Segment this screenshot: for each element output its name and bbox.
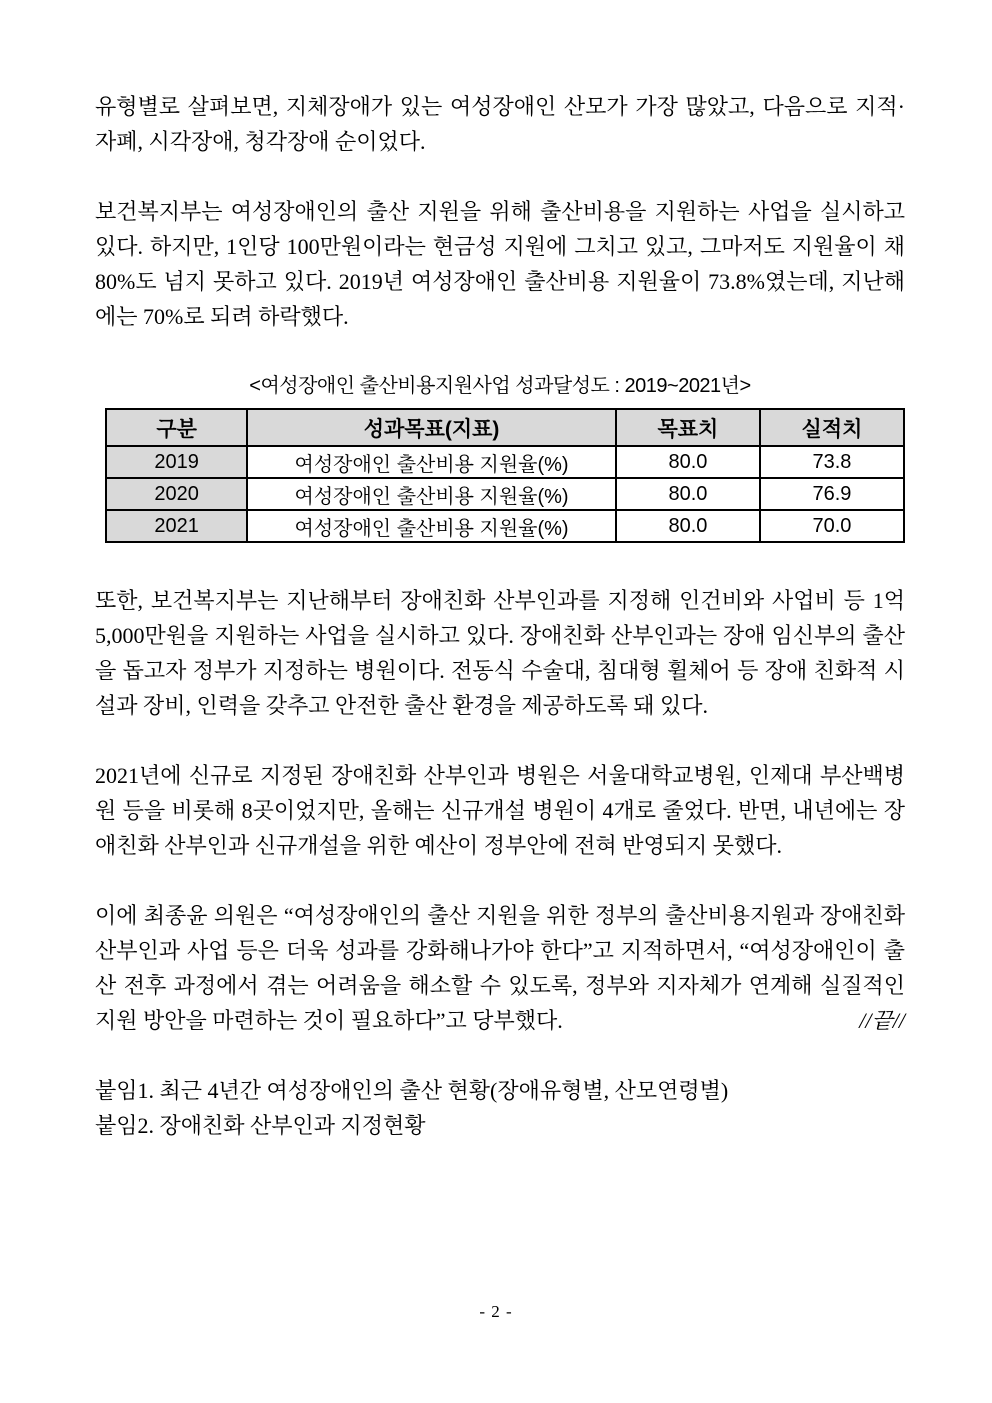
table-header-row xyxy=(106,409,904,446)
table-caption: <여성장애인 출산비용지원사업 성과달성도 : 2019~2021년> xyxy=(249,375,751,397)
cell-year-2021: 2021 xyxy=(106,510,247,542)
cell-target-2020: 80.0 xyxy=(616,478,760,510)
cell-year-2019: 2019 xyxy=(106,446,247,478)
column-header-category: 구분 xyxy=(106,409,247,446)
cell-year-2020: 2020 xyxy=(106,478,247,510)
cell-indicator-2019: 여성장애인 출산비용 지원율(%) xyxy=(247,446,616,478)
paragraph-friendly-clinic-program: 또한, 보건복지부는 지난해부터 장애친화 산부인과를 지정해 인건비와 사업비 등 1억 5,000만원을 지원하는 사업을 실시하고 있다. 장애친화 산부인과는 장애 임신부의 출산을 돕고자 정부가 지정하는 병원이다. 전동식 수술대, 침대형 휠체어 등 장애 친화적 시설과 장비, 인력을 갖추고 안전한 출산 환경을 제공하도록 돼 있다. xyxy=(95,588,905,718)
cell-actual-2021: 70.0 xyxy=(760,510,904,542)
end-marker: //끝// xyxy=(859,1008,905,1033)
paragraph-designated-hospitals: 2021년에 신규로 지정된 장애친화 산부인과 병원은 서울대학교병원, 인제대 부산백병원 등을 비롯해 8곳이었지만, 올해는 신규개설 병원이 4개로 줄었다. 반면, 내년에는 장애친화 산부인과 신규개설을 위한 예산이 정부안에 전혀 반영되지 못했다. xyxy=(95,763,905,858)
column-header-indicator: 성과목표(지표) xyxy=(247,409,616,446)
closing-paragraph-text: 이에 최종윤 의원은 “여성장애인의 출산 지원을 위한 정부의 출산비용지원과 장애친화 산부인과 사업 등은 더욱 성과를 강화해나가야 한다”고 지적하면서, “여성장애인이 출산 전후 과정에서 겪는 어려움을 해소할 수 있도록, 정부와 지자체가 연계해 실질적인 지원 방안을 마련하는 것이 필요하다”고 당부했다. xyxy=(95,903,905,1033)
page-number: - 2 - xyxy=(479,1302,513,1321)
cell-indicator-2020: 여성장애인 출산비용 지원율(%) xyxy=(247,478,616,510)
table-row xyxy=(106,510,904,542)
attachment-1: 붙임1. 최근 4년간 여성장애인의 출산 현황(장애유형별, 산모연령별) xyxy=(95,1078,729,1103)
cell-actual-2019: 73.8 xyxy=(760,446,904,478)
cell-indicator-2021: 여성장애인 출산비용 지원율(%) xyxy=(247,510,616,542)
cell-actual-2020: 76.9 xyxy=(760,478,904,510)
table-row xyxy=(106,446,904,478)
column-header-actual: 실적치 xyxy=(760,409,904,446)
column-header-target: 목표치 xyxy=(616,409,760,446)
paragraph-disability-types: 유형별로 살펴보면, 지체장애가 있는 여성장애인 산모가 가장 많았고, 다음으로 지적·자폐, 시각장애, 청각장애 순이었다. xyxy=(95,94,905,154)
closing-paragraph xyxy=(95,898,905,1038)
attachment-list xyxy=(95,1073,905,1143)
performance-table xyxy=(105,408,905,543)
attachment-2: 붙임2. 장애친화 산부인과 지정현황 xyxy=(95,1113,426,1138)
cell-target-2019: 80.0 xyxy=(616,446,760,478)
cell-target-2021: 80.0 xyxy=(616,510,760,542)
table-row xyxy=(106,478,904,510)
paragraph-support-rate: 보건복지부는 여성장애인의 출산 지원을 위해 출산비용을 지원하는 사업을 실시하고 있다. 하지만, 1인당 100만원이라는 현금성 지원에 그치고 있고, 그마저도 지원율이 채 80%도 넘지 못하고 있다. 2019년 여성장애인 출산비용 지원율이 73.8%였는데, 지난해에는 70%로 되려 하락했다. xyxy=(95,199,905,329)
